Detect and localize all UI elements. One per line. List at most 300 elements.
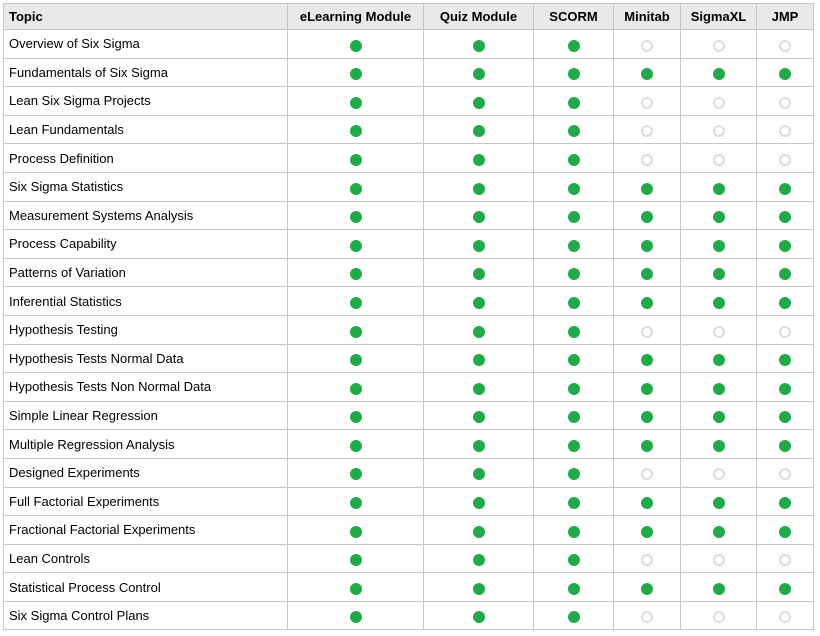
available-dot-icon xyxy=(713,68,725,80)
unavailable-dot-icon xyxy=(713,97,725,109)
jmp-cell xyxy=(757,344,814,373)
available-dot-icon xyxy=(713,268,725,280)
scorm-cell xyxy=(534,430,614,459)
quiz-module-cell xyxy=(424,315,534,344)
quiz-module-cell xyxy=(424,287,534,316)
available-dot-icon xyxy=(641,383,653,395)
topic-cell: Lean Controls xyxy=(4,544,288,573)
scorm-cell xyxy=(534,230,614,259)
available-dot-icon xyxy=(641,354,653,366)
topic-cell: Six Sigma Statistics xyxy=(4,172,288,201)
sigmaxl-cell xyxy=(681,516,757,545)
available-dot-icon xyxy=(473,125,485,137)
scorm-cell xyxy=(534,87,614,116)
table-row xyxy=(4,544,814,573)
topic-cell: Hypothesis Tests Non Normal Data xyxy=(4,373,288,402)
quiz-module-cell xyxy=(424,430,534,459)
available-dot-icon xyxy=(350,125,362,137)
quiz-module-cell xyxy=(424,458,534,487)
unavailable-dot-icon xyxy=(779,326,791,338)
available-dot-icon xyxy=(350,383,362,395)
table-row xyxy=(4,401,814,430)
topic-cell: Lean Six Sigma Projects xyxy=(4,87,288,116)
elearning-module-cell xyxy=(288,573,424,602)
minitab-cell xyxy=(614,87,681,116)
available-dot-icon xyxy=(473,97,485,109)
topic-cell: Fundamentals of Six Sigma xyxy=(4,58,288,87)
elearning-module-cell xyxy=(288,115,424,144)
unavailable-dot-icon xyxy=(779,125,791,137)
available-dot-icon xyxy=(473,611,485,623)
table-body xyxy=(4,30,814,630)
available-dot-icon xyxy=(713,354,725,366)
available-dot-icon xyxy=(568,326,580,338)
unavailable-dot-icon xyxy=(641,554,653,566)
scorm-cell xyxy=(534,544,614,573)
available-dot-icon xyxy=(713,497,725,509)
table-row xyxy=(4,287,814,316)
jmp-cell xyxy=(757,287,814,316)
quiz-module-cell xyxy=(424,144,534,173)
available-dot-icon xyxy=(641,440,653,452)
scorm-cell xyxy=(534,373,614,402)
available-dot-icon xyxy=(473,297,485,309)
minitab-cell xyxy=(614,373,681,402)
sigmaxl-cell xyxy=(681,230,757,259)
available-dot-icon xyxy=(568,611,580,623)
table-row xyxy=(4,230,814,259)
table-row xyxy=(4,30,814,59)
available-dot-icon xyxy=(779,297,791,309)
available-dot-icon xyxy=(568,468,580,480)
quiz-module-cell xyxy=(424,401,534,430)
available-dot-icon xyxy=(473,68,485,80)
minitab-cell xyxy=(614,458,681,487)
table-row xyxy=(4,601,814,630)
sigmaxl-cell xyxy=(681,58,757,87)
sigmaxl-cell xyxy=(681,115,757,144)
available-dot-icon xyxy=(568,297,580,309)
available-dot-icon xyxy=(473,211,485,223)
available-dot-icon xyxy=(568,240,580,252)
quiz-module-cell xyxy=(424,30,534,59)
sigmaxl-cell xyxy=(681,315,757,344)
column-header-scorm: SCORM xyxy=(534,4,614,30)
available-dot-icon xyxy=(779,583,791,595)
unavailable-dot-icon xyxy=(779,154,791,166)
available-dot-icon xyxy=(641,211,653,223)
elearning-module-cell xyxy=(288,172,424,201)
jmp-cell xyxy=(757,258,814,287)
table-row xyxy=(4,573,814,602)
sigmaxl-cell xyxy=(681,544,757,573)
available-dot-icon xyxy=(779,211,791,223)
scorm-cell xyxy=(534,287,614,316)
available-dot-icon xyxy=(473,411,485,423)
jmp-cell xyxy=(757,544,814,573)
minitab-cell xyxy=(614,115,681,144)
topic-cell: Hypothesis Testing xyxy=(4,315,288,344)
minitab-cell xyxy=(614,401,681,430)
available-dot-icon xyxy=(713,526,725,538)
available-dot-icon xyxy=(350,497,362,509)
table-row xyxy=(4,487,814,516)
available-dot-icon xyxy=(568,497,580,509)
topic-cell: Measurement Systems Analysis xyxy=(4,201,288,230)
column-header-minitab: Minitab xyxy=(614,4,681,30)
unavailable-dot-icon xyxy=(779,554,791,566)
sigmaxl-cell xyxy=(681,601,757,630)
available-dot-icon xyxy=(568,268,580,280)
table-row xyxy=(4,516,814,545)
topic-availability-table xyxy=(3,3,814,630)
unavailable-dot-icon xyxy=(641,611,653,623)
available-dot-icon xyxy=(350,97,362,109)
available-dot-icon xyxy=(641,183,653,195)
available-dot-icon xyxy=(350,354,362,366)
available-dot-icon xyxy=(473,240,485,252)
available-dot-icon xyxy=(568,97,580,109)
available-dot-icon xyxy=(473,326,485,338)
available-dot-icon xyxy=(713,411,725,423)
available-dot-icon xyxy=(641,240,653,252)
jmp-cell xyxy=(757,458,814,487)
jmp-cell xyxy=(757,115,814,144)
topic-cell: Designed Experiments xyxy=(4,458,288,487)
available-dot-icon xyxy=(473,554,485,566)
sigmaxl-cell xyxy=(681,287,757,316)
sigmaxl-cell xyxy=(681,258,757,287)
available-dot-icon xyxy=(713,240,725,252)
available-dot-icon xyxy=(568,154,580,166)
available-dot-icon xyxy=(568,526,580,538)
scorm-cell xyxy=(534,601,614,630)
scorm-cell xyxy=(534,401,614,430)
minitab-cell xyxy=(614,58,681,87)
table-row xyxy=(4,344,814,373)
topic-cell: Lean Fundamentals xyxy=(4,115,288,144)
available-dot-icon xyxy=(641,297,653,309)
table-row xyxy=(4,315,814,344)
scorm-cell xyxy=(534,315,614,344)
quiz-module-cell xyxy=(424,344,534,373)
quiz-module-cell xyxy=(424,115,534,144)
sigmaxl-cell xyxy=(681,172,757,201)
jmp-cell xyxy=(757,430,814,459)
topic-cell: Process Definition xyxy=(4,144,288,173)
scorm-cell xyxy=(534,30,614,59)
table-row xyxy=(4,144,814,173)
available-dot-icon xyxy=(779,383,791,395)
available-dot-icon xyxy=(350,240,362,252)
minitab-cell xyxy=(614,172,681,201)
jmp-cell xyxy=(757,230,814,259)
available-dot-icon xyxy=(641,497,653,509)
sigmaxl-cell xyxy=(681,30,757,59)
minitab-cell xyxy=(614,315,681,344)
jmp-cell xyxy=(757,201,814,230)
unavailable-dot-icon xyxy=(641,468,653,480)
elearning-module-cell xyxy=(288,458,424,487)
scorm-cell xyxy=(534,516,614,545)
available-dot-icon xyxy=(473,268,485,280)
unavailable-dot-icon xyxy=(779,468,791,480)
elearning-module-cell xyxy=(288,30,424,59)
table-row xyxy=(4,373,814,402)
jmp-cell xyxy=(757,401,814,430)
jmp-cell xyxy=(757,58,814,87)
elearning-module-cell xyxy=(288,87,424,116)
topic-cell: Patterns of Variation xyxy=(4,258,288,287)
topic-cell: Process Capability xyxy=(4,230,288,259)
topic-cell: Statistical Process Control xyxy=(4,573,288,602)
minitab-cell xyxy=(614,30,681,59)
jmp-cell xyxy=(757,487,814,516)
table-row xyxy=(4,172,814,201)
minitab-cell xyxy=(614,287,681,316)
minitab-cell xyxy=(614,344,681,373)
available-dot-icon xyxy=(350,554,362,566)
table-row xyxy=(4,458,814,487)
available-dot-icon xyxy=(473,383,485,395)
sigmaxl-cell xyxy=(681,87,757,116)
column-header-elearning-module: eLearning Module xyxy=(288,4,424,30)
sigmaxl-cell xyxy=(681,487,757,516)
minitab-cell xyxy=(614,430,681,459)
available-dot-icon xyxy=(713,297,725,309)
available-dot-icon xyxy=(350,440,362,452)
jmp-cell xyxy=(757,172,814,201)
elearning-module-cell xyxy=(288,287,424,316)
sigmaxl-cell xyxy=(681,458,757,487)
jmp-cell xyxy=(757,573,814,602)
topic-cell: Simple Linear Regression xyxy=(4,401,288,430)
unavailable-dot-icon xyxy=(713,154,725,166)
available-dot-icon xyxy=(350,526,362,538)
available-dot-icon xyxy=(350,268,362,280)
available-dot-icon xyxy=(641,583,653,595)
minitab-cell xyxy=(614,516,681,545)
available-dot-icon xyxy=(473,468,485,480)
topic-cell: Multiple Regression Analysis xyxy=(4,430,288,459)
available-dot-icon xyxy=(779,268,791,280)
available-dot-icon xyxy=(473,526,485,538)
quiz-module-cell xyxy=(424,573,534,602)
available-dot-icon xyxy=(779,497,791,509)
elearning-module-cell xyxy=(288,144,424,173)
elearning-module-cell xyxy=(288,544,424,573)
available-dot-icon xyxy=(641,268,653,280)
quiz-module-cell xyxy=(424,516,534,545)
available-dot-icon xyxy=(713,440,725,452)
elearning-module-cell xyxy=(288,201,424,230)
available-dot-icon xyxy=(473,354,485,366)
unavailable-dot-icon xyxy=(713,326,725,338)
scorm-cell xyxy=(534,258,614,287)
quiz-module-cell xyxy=(424,487,534,516)
table-row xyxy=(4,87,814,116)
header-row xyxy=(4,4,814,30)
available-dot-icon xyxy=(568,554,580,566)
unavailable-dot-icon xyxy=(641,40,653,52)
available-dot-icon xyxy=(568,211,580,223)
available-dot-icon xyxy=(350,40,362,52)
jmp-cell xyxy=(757,30,814,59)
available-dot-icon xyxy=(641,526,653,538)
available-dot-icon xyxy=(779,354,791,366)
quiz-module-cell xyxy=(424,230,534,259)
column-header-quiz-module: Quiz Module xyxy=(424,4,534,30)
available-dot-icon xyxy=(641,411,653,423)
column-header-sigmaxl: SigmaXL xyxy=(681,4,757,30)
elearning-module-cell xyxy=(288,601,424,630)
available-dot-icon xyxy=(350,468,362,480)
available-dot-icon xyxy=(350,183,362,195)
available-dot-icon xyxy=(713,183,725,195)
unavailable-dot-icon xyxy=(713,40,725,52)
available-dot-icon xyxy=(350,154,362,166)
available-dot-icon xyxy=(779,440,791,452)
available-dot-icon xyxy=(568,383,580,395)
available-dot-icon xyxy=(350,68,362,80)
available-dot-icon xyxy=(350,583,362,595)
topic-cell: Full Factorial Experiments xyxy=(4,487,288,516)
sigmaxl-cell xyxy=(681,373,757,402)
elearning-module-cell xyxy=(288,401,424,430)
quiz-module-cell xyxy=(424,601,534,630)
jmp-cell xyxy=(757,601,814,630)
available-dot-icon xyxy=(350,326,362,338)
scorm-cell xyxy=(534,58,614,87)
topic-cell: Six Sigma Control Plans xyxy=(4,601,288,630)
table-row xyxy=(4,201,814,230)
unavailable-dot-icon xyxy=(779,40,791,52)
sigmaxl-cell xyxy=(681,430,757,459)
available-dot-icon xyxy=(568,125,580,137)
quiz-module-cell xyxy=(424,87,534,116)
scorm-cell xyxy=(534,115,614,144)
table-row xyxy=(4,115,814,144)
available-dot-icon xyxy=(568,68,580,80)
elearning-module-cell xyxy=(288,430,424,459)
elearning-module-cell xyxy=(288,58,424,87)
unavailable-dot-icon xyxy=(713,611,725,623)
quiz-module-cell xyxy=(424,373,534,402)
table-row xyxy=(4,430,814,459)
jmp-cell xyxy=(757,516,814,545)
available-dot-icon xyxy=(641,68,653,80)
unavailable-dot-icon xyxy=(713,468,725,480)
available-dot-icon xyxy=(568,411,580,423)
available-dot-icon xyxy=(473,183,485,195)
quiz-module-cell xyxy=(424,201,534,230)
available-dot-icon xyxy=(350,211,362,223)
minitab-cell xyxy=(614,201,681,230)
jmp-cell xyxy=(757,87,814,116)
available-dot-icon xyxy=(473,583,485,595)
available-dot-icon xyxy=(568,440,580,452)
scorm-cell xyxy=(534,487,614,516)
available-dot-icon xyxy=(568,183,580,195)
jmp-cell xyxy=(757,373,814,402)
unavailable-dot-icon xyxy=(779,611,791,623)
quiz-module-cell xyxy=(424,258,534,287)
topic-cell: Hypothesis Tests Normal Data xyxy=(4,344,288,373)
table-row xyxy=(4,258,814,287)
unavailable-dot-icon xyxy=(641,154,653,166)
unavailable-dot-icon xyxy=(713,554,725,566)
available-dot-icon xyxy=(350,611,362,623)
quiz-module-cell xyxy=(424,58,534,87)
available-dot-icon xyxy=(779,240,791,252)
available-dot-icon xyxy=(473,154,485,166)
minitab-cell xyxy=(614,487,681,516)
unavailable-dot-icon xyxy=(713,125,725,137)
available-dot-icon xyxy=(568,583,580,595)
unavailable-dot-icon xyxy=(779,97,791,109)
minitab-cell xyxy=(614,573,681,602)
sigmaxl-cell xyxy=(681,401,757,430)
minitab-cell xyxy=(614,144,681,173)
jmp-cell xyxy=(757,315,814,344)
scorm-cell xyxy=(534,344,614,373)
elearning-module-cell xyxy=(288,258,424,287)
minitab-cell xyxy=(614,544,681,573)
elearning-module-cell xyxy=(288,487,424,516)
minitab-cell xyxy=(614,258,681,287)
unavailable-dot-icon xyxy=(641,125,653,137)
quiz-module-cell xyxy=(424,172,534,201)
sigmaxl-cell xyxy=(681,573,757,602)
sigmaxl-cell xyxy=(681,201,757,230)
available-dot-icon xyxy=(350,411,362,423)
available-dot-icon xyxy=(473,40,485,52)
available-dot-icon xyxy=(779,526,791,538)
scorm-cell xyxy=(534,172,614,201)
sigmaxl-cell xyxy=(681,344,757,373)
scorm-cell xyxy=(534,144,614,173)
available-dot-icon xyxy=(713,211,725,223)
elearning-module-cell xyxy=(288,344,424,373)
available-dot-icon xyxy=(350,297,362,309)
minitab-cell xyxy=(614,230,681,259)
available-dot-icon xyxy=(779,183,791,195)
available-dot-icon xyxy=(779,411,791,423)
available-dot-icon xyxy=(568,40,580,52)
available-dot-icon xyxy=(473,497,485,509)
available-dot-icon xyxy=(713,583,725,595)
elearning-module-cell xyxy=(288,516,424,545)
unavailable-dot-icon xyxy=(641,97,653,109)
scorm-cell xyxy=(534,458,614,487)
available-dot-icon xyxy=(568,354,580,366)
table-row xyxy=(4,58,814,87)
elearning-module-cell xyxy=(288,373,424,402)
jmp-cell xyxy=(757,144,814,173)
column-header-jmp: JMP xyxy=(757,4,814,30)
unavailable-dot-icon xyxy=(641,326,653,338)
minitab-cell xyxy=(614,601,681,630)
topic-cell: Overview of Six Sigma xyxy=(4,30,288,59)
elearning-module-cell xyxy=(288,230,424,259)
topic-cell: Inferential Statistics xyxy=(4,287,288,316)
available-dot-icon xyxy=(779,68,791,80)
column-header-topic: Topic xyxy=(4,4,288,30)
topic-cell: Fractional Factorial Experiments xyxy=(4,516,288,545)
elearning-module-cell xyxy=(288,315,424,344)
quiz-module-cell xyxy=(424,544,534,573)
sigmaxl-cell xyxy=(681,144,757,173)
